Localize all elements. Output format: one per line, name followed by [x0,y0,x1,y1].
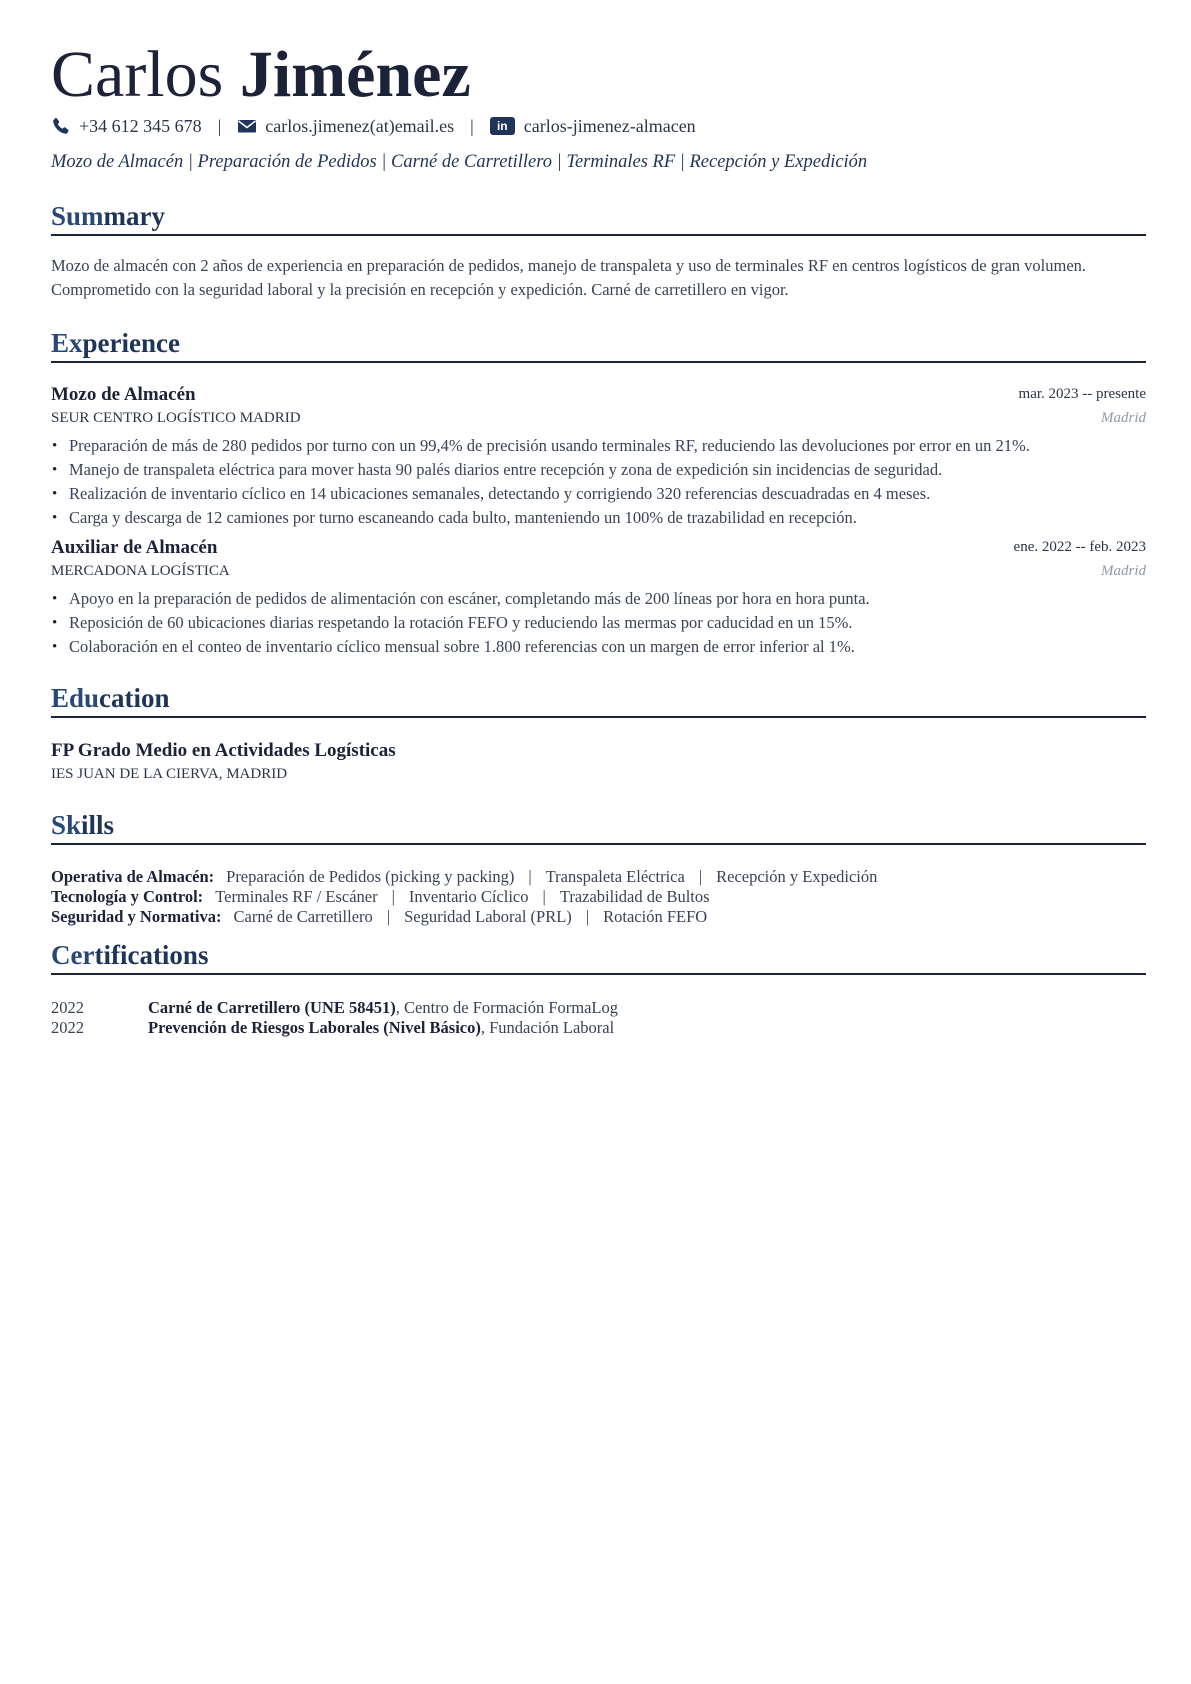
separator: | [542,887,546,906]
last-name: Jiménez [239,38,471,111]
job-company: SEUR CENTRO LOGÍSTICO MADRID [51,410,301,426]
list-item [51,998,1146,1018]
cert-name: Carné de Carretillero (UNE 58451) [148,998,396,1017]
email-link[interactable]: carlos.jimenez(at)email.es [265,115,455,136]
skill-item: Trazabilidad de Bultos [559,887,710,906]
cert-body [148,1018,614,1038]
separator: | [470,115,474,136]
job-title: Mozo de Almacén [51,384,196,405]
job-dates: ene. 2022 -- feb. 2023 [1013,539,1146,555]
separator: | [698,867,703,886]
job-company: MERCADONA LOGÍSTICA [51,563,230,579]
separator: | [391,887,395,906]
section-title-rest: mary [103,201,166,231]
section-title-lead: Cer [51,940,95,970]
certifications-list [51,998,1146,1038]
job-location: Madrid [1101,563,1146,579]
skill-item: Inventario Cíclico [408,887,529,906]
education-school: IES JUAN DE LA CIERVA, MADRID [51,766,288,782]
phone-icon [51,117,71,135]
list-item: • Realización de inventario cíclico en 14 ubicaciones semanales, detectando y corrigiendo 320 referencias descuadradas en 4 meses. [51,482,1146,506]
first-name: Carlos [51,38,224,111]
job-bullets [51,587,1146,659]
skill-row [51,907,1146,927]
section-title-skills [51,809,1146,845]
job-location: Madrid [1101,410,1146,426]
list-item: • Preparación de más de 280 pedidos por turno con un 99,4% de precisión usando terminales RF, reduciendo las devoluciones por error en un 21%. [51,434,1146,458]
cert-body [148,998,618,1018]
cert-name: Prevención de Riesgos Laborales (Nivel Básico) [148,1018,481,1037]
skill-row [51,867,1146,887]
skills-list [51,867,1146,927]
tagline: Mozo de Almacén | Preparación de Pedidos | Carné de Carretillero | Terminales RF | Recepción y Expedición [51,152,868,172]
skill-row [51,887,1146,907]
skill-item: Recepción y Expedición [716,867,878,886]
cert-year: 2022 [51,1018,84,1037]
job-bullets [51,434,1146,530]
skill-item: Seguridad Laboral (PRL) [404,907,572,926]
separator: | [528,867,532,886]
summary-text: Mozo de almacén con 2 años de experiencia en preparación de pedidos, manejo de transpaleta y uso de terminales RF en centros logísticos de gran volumen. Comprometido con la seguridad laboral y la precisión en recepción y expedición. Carné de carretillero en vigor. [51,256,1087,299]
skill-item: Terminales RF / Escáner [215,887,378,906]
skill-category: Seguridad y Normativa: [51,907,222,926]
phone-number[interactable]: +34 612 345 678 [79,115,202,136]
list-item: • Manejo de transpaleta eléctrica para mover hasta 90 palés diarios entre recepción y zona de expedición sin incidencias de seguridad. [51,458,1146,482]
job-title: Auxiliar de Almacén [51,537,218,558]
job-header [51,384,1146,428]
section-title-lead: Ex [51,328,83,358]
section-title-rest: tifications [94,940,209,970]
section-title-lead: Edu [51,683,100,713]
separator: | [217,115,222,136]
skill-item: Rotación FEFO [603,907,708,926]
section-title-rest: ills [81,810,115,840]
section-title-rest: perience [82,328,180,358]
cert-issuer: , Fundación Laboral [480,1018,615,1037]
separator: | [585,907,590,926]
list-item: • Colaboración en el conteo de inventario cíclico mensual sobre 1.800 referencias con un margen de error inferior al 1%. [51,635,1146,659]
section-title-rest: cation [99,683,170,713]
list-item: • Carga y descarga de 12 camiones por turno escaneando cada bulto, manteniendo un 100% de trazabilidad en recepción. [51,506,1146,530]
contact-line [51,114,696,138]
list-item: • Apoyo en la preparación de pedidos de alimentación con escáner, completando más de 200 líneas por hora en hora punta. [51,587,1146,611]
list-item [51,1018,1146,1038]
cert-year: 2022 [51,998,84,1017]
skill-item: Carné de Carretillero [233,907,373,926]
job-dates: mar. 2023 -- presente [1018,386,1146,402]
linkedin-link[interactable]: carlos-jimenez-almacen [523,115,696,136]
envelope-icon [237,117,257,135]
section-title-education [51,682,1146,718]
skill-item: Preparación de Pedidos (picking y packing) [226,867,515,886]
section-title-certifications [51,939,1146,975]
education-degree: FP Grado Medio en Actividades Logísticas [51,740,396,761]
section-title-summary [51,200,1146,236]
skill-category: Tecnología y Control: [51,887,204,906]
section-title-experience [51,327,1146,363]
job-header [51,537,1146,581]
separator: | [386,907,391,926]
cert-issuer: , Centro de Formación FormaLog [395,998,619,1017]
candidate-name [51,38,471,112]
section-title-lead: Sk [51,810,82,840]
list-item: • Reposición de 60 ubicaciones diarias respetando la rotación FEFO y reduciendo las mermas por caducidad en un 15%. [51,611,1146,635]
skill-item: Transpaleta Eléctrica [545,867,685,886]
linkedin-icon: in [490,117,515,135]
section-title-lead: Sum [51,201,104,231]
skill-category: Operativa de Almacén: [51,867,215,886]
